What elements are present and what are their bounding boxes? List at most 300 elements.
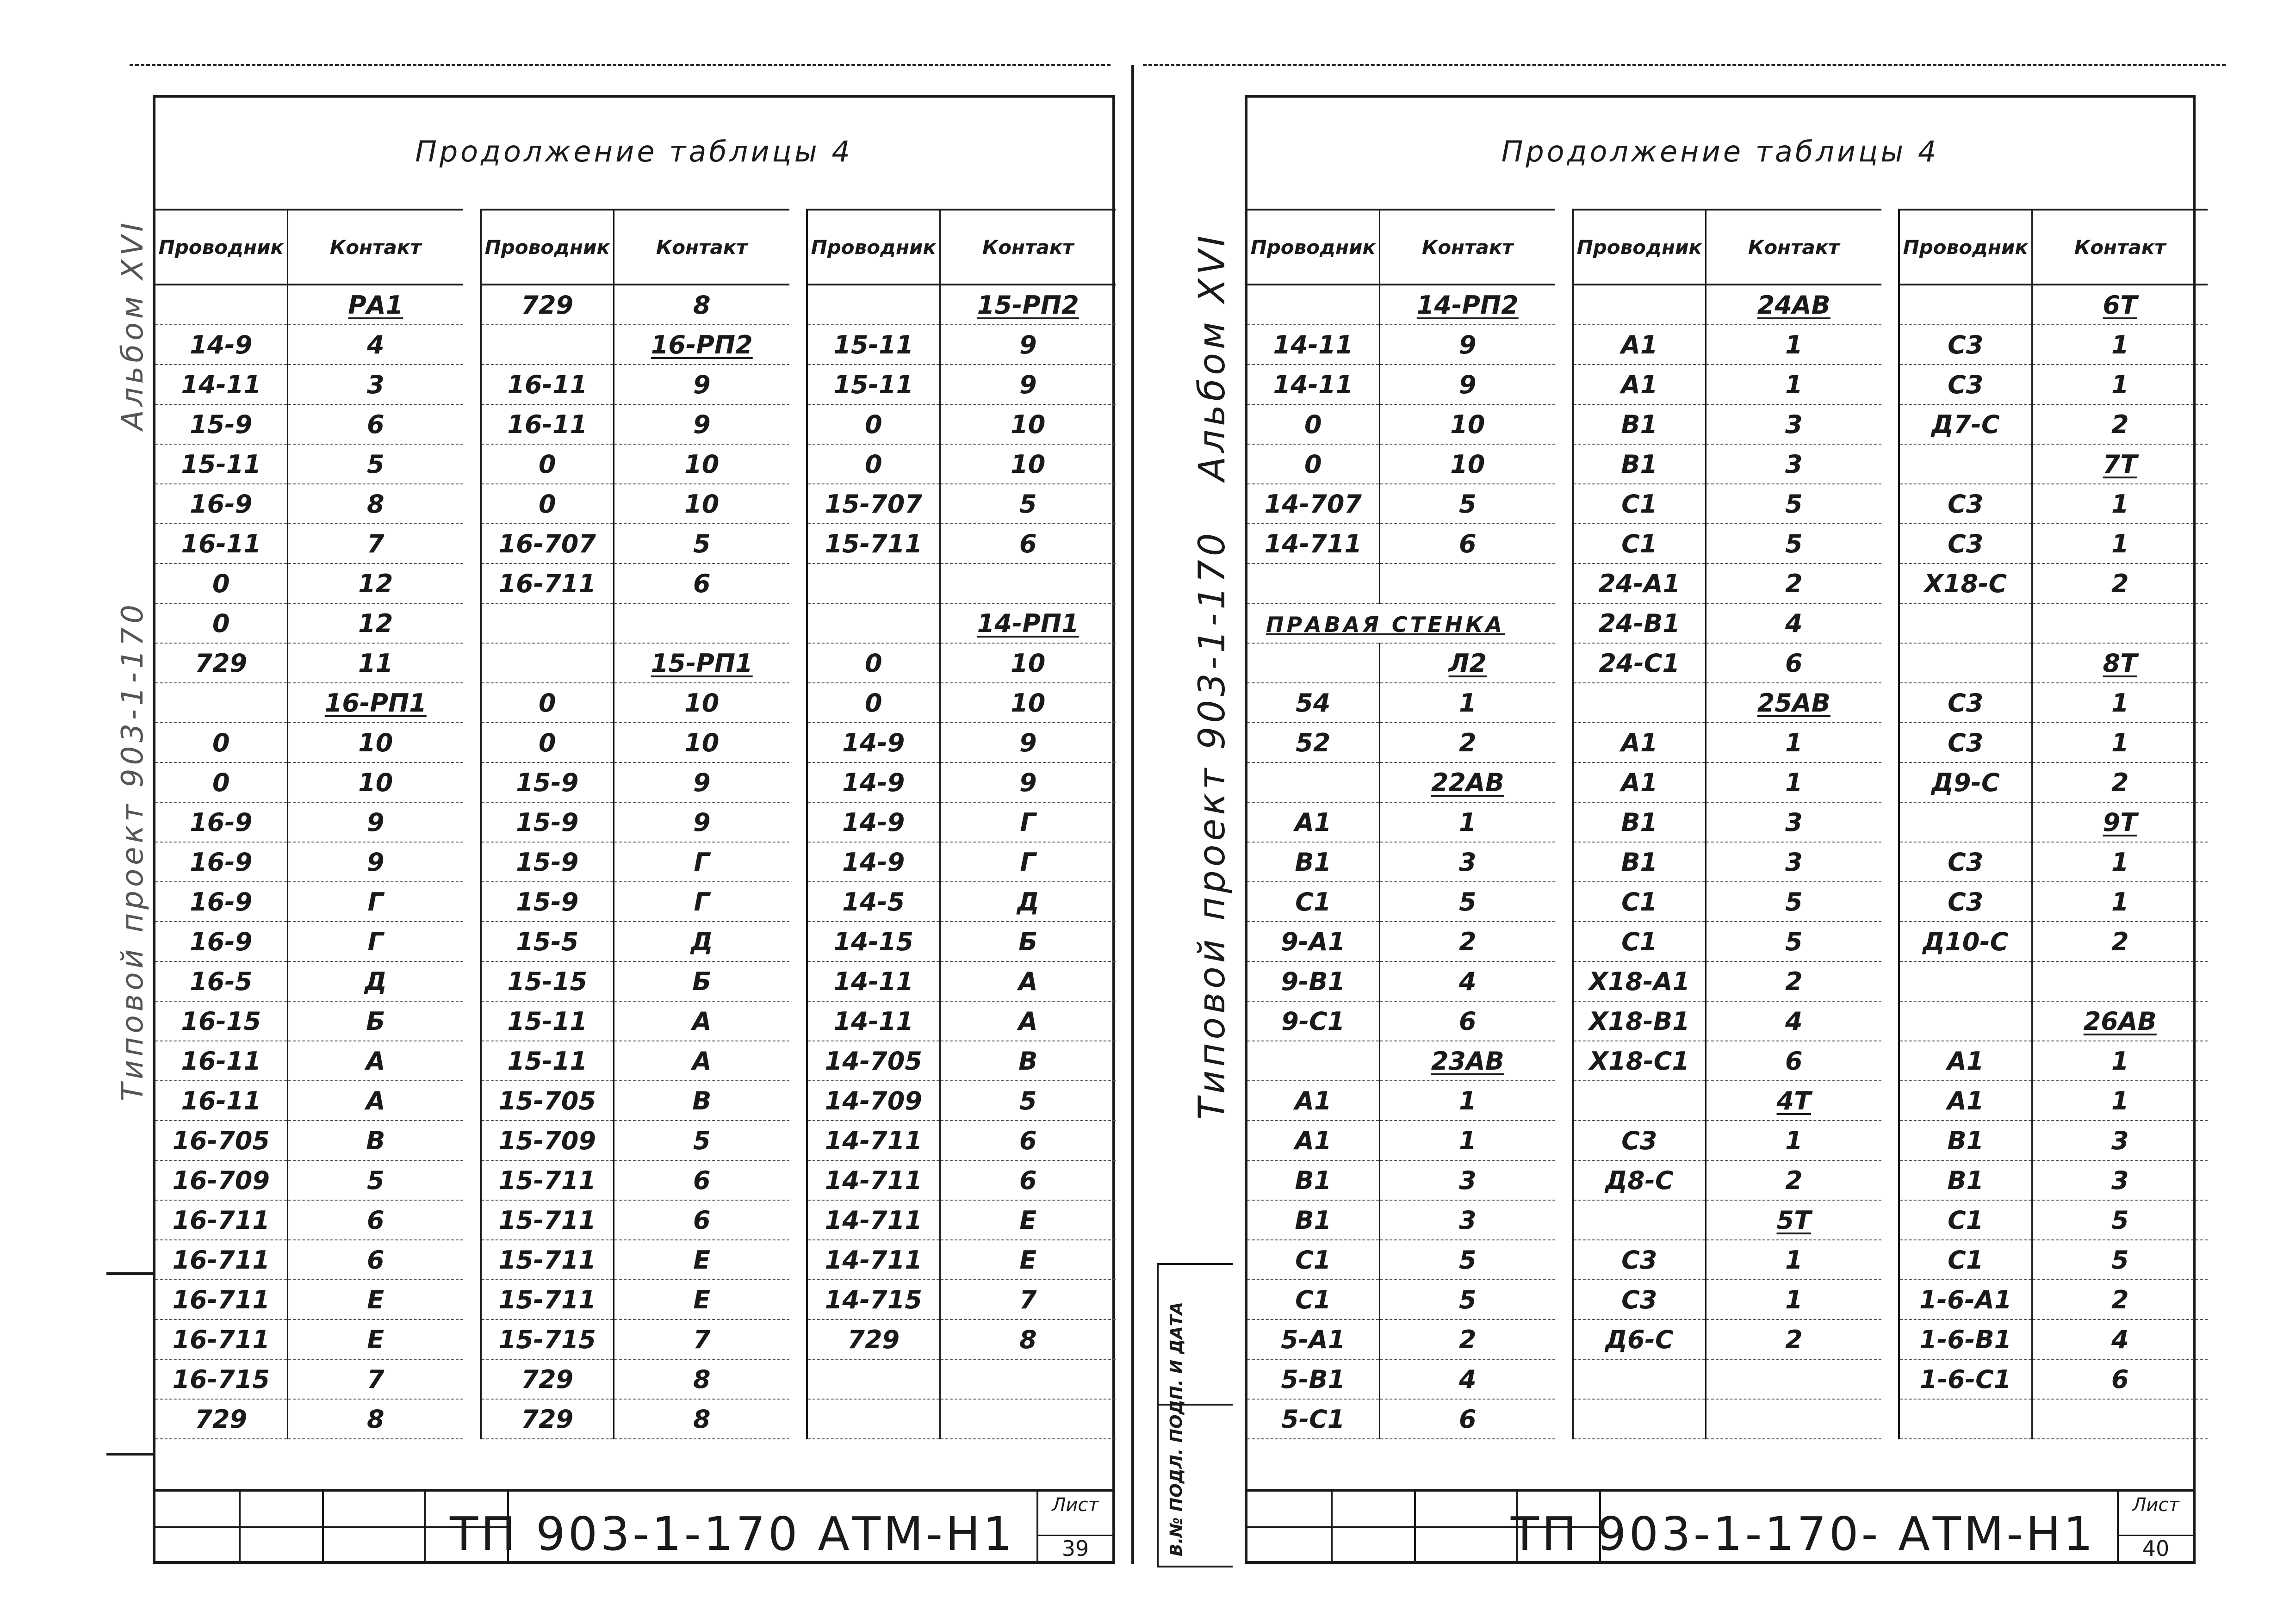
contact-cell: 6: [940, 1160, 1116, 1200]
contact-cell: В: [940, 1041, 1116, 1081]
conductor-cell: 14-9: [808, 762, 940, 802]
conductor-cell: 0: [155, 603, 287, 643]
contact-cell: 6: [1379, 1399, 1555, 1439]
conductor-cell: [1574, 1081, 1706, 1121]
contact-cell: 10: [614, 444, 789, 484]
table-row: [482, 882, 789, 922]
table-row: [1900, 842, 2208, 882]
contact-cell: 10: [614, 683, 789, 723]
contact-cell: 8: [287, 1399, 463, 1439]
table-row: [1900, 1041, 2208, 1081]
conductor-cell: 0: [808, 643, 940, 683]
conductor-cell: 9-А1: [1247, 922, 1379, 961]
conductor-cell: 14-707: [1247, 484, 1379, 524]
table-row: [155, 285, 463, 325]
contact-cell: Б: [287, 1001, 463, 1041]
conductor-cell: В1: [1900, 1160, 2032, 1200]
table-row: [1574, 1121, 1881, 1160]
conductor-cell: 0: [1247, 404, 1379, 444]
table-row: [1247, 404, 1555, 444]
conductor-cell: 15-11: [482, 1001, 614, 1041]
conductor-cell: 14-11: [808, 961, 940, 1001]
contact-cell: 12: [287, 564, 463, 603]
contact-cell: 2: [2032, 1280, 2208, 1319]
conductor-cell: [482, 325, 614, 365]
table-row: [155, 1081, 463, 1121]
conductor-cell: 16-9: [155, 802, 287, 842]
conductor-cell: [808, 564, 940, 603]
table-row: [155, 484, 463, 524]
table-row: [808, 325, 1116, 365]
table-row: [155, 444, 463, 484]
conductor-cell: 15-9: [155, 404, 287, 444]
contact-cell: 5: [1379, 484, 1555, 524]
contact-cell: [940, 564, 1116, 603]
conductor-cell: 16-5: [155, 961, 287, 1001]
conductor-cell: 0: [482, 683, 614, 723]
table-row: [482, 802, 789, 842]
contact-cell: 1: [1706, 365, 1881, 404]
conductor-cell: 16-707: [482, 524, 614, 564]
contact-cell: 4: [1379, 1359, 1555, 1399]
conductor-cell: 5-А1: [1247, 1319, 1379, 1359]
header-conductor: Проводник: [155, 210, 287, 285]
conductor-cell: 16-709: [155, 1160, 287, 1200]
table-row: [1247, 1041, 1555, 1081]
conductor-cell: С1: [1574, 524, 1706, 564]
device-heading: 26АВ: [2032, 1001, 2208, 1041]
table-block: [1898, 209, 2208, 1439]
table-row: [482, 325, 789, 365]
conductor-cell: А1: [1574, 723, 1706, 762]
table-row: [808, 404, 1116, 444]
table-row: [808, 603, 1116, 643]
contact-cell: 1: [1706, 723, 1881, 762]
contact-cell: [1706, 1359, 1881, 1399]
signature-strip: [1157, 1263, 1233, 1567]
table-row: [1247, 961, 1555, 1001]
contact-cell: 4: [1706, 1001, 1881, 1041]
table-row: [1900, 1001, 2208, 1041]
conductor-cell: 15-705: [482, 1081, 614, 1121]
contact-cell: Г: [940, 842, 1116, 882]
table-row: [155, 922, 463, 961]
conductor-cell: 14-705: [808, 1041, 940, 1081]
table-row: [1574, 1319, 1881, 1359]
table-row: [1900, 762, 2208, 802]
contact-cell: 9: [1379, 325, 1555, 365]
conductor-cell: 15-711: [482, 1160, 614, 1200]
table-row: [482, 643, 789, 683]
conductor-cell: В1: [1574, 802, 1706, 842]
conductor-cell: 14-9: [808, 802, 940, 842]
contact-cell: А: [940, 961, 1116, 1001]
conductor-cell: А1: [1247, 802, 1379, 842]
table-row: [1247, 683, 1555, 723]
conductor-cell: 15-711: [482, 1280, 614, 1319]
table-row: [155, 365, 463, 404]
sheet-right: [1245, 95, 2196, 1564]
table-row: [1900, 444, 2208, 484]
table-row: [1900, 961, 2208, 1001]
table-row: [1574, 802, 1881, 842]
table-row: [1574, 1240, 1881, 1280]
contact-cell: 3: [1706, 842, 1881, 882]
side-project-label-left: Типовой проект 903-1-170: [116, 601, 150, 1101]
table-row: [1900, 922, 2208, 961]
table-row: [1574, 1359, 1881, 1399]
conductor-cell: 14-711: [1247, 524, 1379, 564]
conductor-cell: 14-711: [808, 1121, 940, 1160]
contact-cell: 1: [1706, 325, 1881, 365]
conductor-cell: 16-11: [482, 404, 614, 444]
contact-cell: Е: [614, 1240, 789, 1280]
conductor-cell: 15-11: [155, 444, 287, 484]
contact-cell: 1: [2032, 365, 2208, 404]
conductor-cell: 15-707: [808, 484, 940, 524]
conductor-cell: С3: [1900, 842, 2032, 882]
table-row: [1247, 882, 1555, 922]
table-row: [1900, 564, 2208, 603]
conductor-cell: 16-9: [155, 842, 287, 882]
contact-cell: 4: [2032, 1319, 2208, 1359]
contact-cell: 10: [287, 723, 463, 762]
table-row: [808, 564, 1116, 603]
contact-cell: 3: [1706, 404, 1881, 444]
contact-cell: 5: [2032, 1200, 2208, 1240]
table-row: [1574, 285, 1881, 325]
device-heading: 9Т: [2032, 802, 2208, 842]
table-row: [808, 1399, 1116, 1439]
contact-cell: Б: [614, 961, 789, 1001]
conductor-cell: 16-9: [155, 922, 287, 961]
table-row: [155, 1399, 463, 1439]
contact-cell: 2: [1706, 1319, 1881, 1359]
contact-cell: [1706, 1399, 1881, 1439]
contact-cell: 2: [1379, 922, 1555, 961]
conductor-cell: 15-11: [808, 325, 940, 365]
conductor-cell: В1: [1247, 1160, 1379, 1200]
conductor-cell: В1: [1574, 444, 1706, 484]
contact-cell: Е: [287, 1319, 463, 1359]
contact-cell: В: [614, 1081, 789, 1121]
table-row: [1900, 524, 2208, 564]
document-code-left: ТП 903-1-170 АТМ-Н1: [449, 1507, 1015, 1561]
device-heading: 23АВ: [1379, 1041, 1555, 1081]
header-contact: Контакт: [1379, 210, 1555, 285]
conductor-cell: 52: [1247, 723, 1379, 762]
conductor-cell: [155, 683, 287, 723]
conductor-cell: 729: [482, 1399, 614, 1439]
conductor-cell: А1: [1574, 325, 1706, 365]
header-conductor: Проводник: [482, 210, 614, 285]
conductor-cell: [1900, 802, 2032, 842]
conductor-cell: [808, 1399, 940, 1439]
conductor-cell: 16-9: [155, 484, 287, 524]
table-row: [1574, 643, 1881, 683]
table-row: [482, 683, 789, 723]
contact-cell: 9: [614, 762, 789, 802]
conductor-cell: С3: [1574, 1121, 1706, 1160]
conductor-cell: 16-711: [155, 1240, 287, 1280]
contact-cell: 6: [1706, 643, 1881, 683]
conductor-cell: 14-711: [808, 1200, 940, 1240]
contact-cell: 1: [2032, 723, 2208, 762]
table-row: [1574, 524, 1881, 564]
conductor-cell: 15-11: [482, 1041, 614, 1081]
sheet-number-box-right: [2117, 1492, 2193, 1561]
header-conductor: Проводник: [1247, 210, 1379, 285]
table-row: [482, 444, 789, 484]
contact-cell: 10: [1379, 404, 1555, 444]
contact-cell: 12: [287, 603, 463, 643]
contact-cell: Г: [940, 802, 1116, 842]
table-row: [1900, 1121, 2208, 1160]
conductor-cell: С1: [1247, 1240, 1379, 1280]
contact-cell: Г: [614, 882, 789, 922]
table-row: [1900, 325, 2208, 365]
contact-cell: 5: [1706, 524, 1881, 564]
table-row: [1247, 1319, 1555, 1359]
table-row: [1247, 1240, 1555, 1280]
header-contact: Контакт: [614, 210, 789, 285]
conductor-cell: 15-9: [482, 842, 614, 882]
table-row: [482, 1200, 789, 1240]
table-row: [482, 484, 789, 524]
table-row: [155, 762, 463, 802]
contact-cell: 4: [1379, 961, 1555, 1001]
table-row: [1247, 603, 1555, 643]
contact-cell: 3: [1379, 842, 1555, 882]
table-row: [155, 643, 463, 683]
conductor-cell: 9-С1: [1247, 1001, 1379, 1041]
table-row: [1900, 365, 2208, 404]
conductor-cell: Х18-В1: [1574, 1001, 1706, 1041]
table-row: [482, 1240, 789, 1280]
contact-cell: Е: [614, 1280, 789, 1319]
conductor-cell: 14-11: [155, 365, 287, 404]
table-block: [480, 209, 789, 1439]
table-row: [1574, 961, 1881, 1001]
table-row: [1247, 285, 1555, 325]
device-heading: 7Т: [2032, 444, 2208, 484]
contact-cell: А: [614, 1041, 789, 1081]
contact-cell: 6: [1379, 524, 1555, 564]
contact-cell: 2: [1379, 1319, 1555, 1359]
contact-cell: 10: [614, 484, 789, 524]
conductor-cell: 0: [155, 723, 287, 762]
table-row: [1574, 1200, 1881, 1240]
conductor-cell: 16-9: [155, 882, 287, 922]
table-row: [808, 524, 1116, 564]
table-row: [1247, 1001, 1555, 1041]
contact-cell: 6: [614, 1200, 789, 1240]
conductor-cell: [1247, 1041, 1379, 1081]
conductor-cell: 1-6-А1: [1900, 1280, 2032, 1319]
table-row: [155, 723, 463, 762]
conductor-cell: С1: [1574, 882, 1706, 922]
table-row: [482, 961, 789, 1001]
table-row: [155, 1121, 463, 1160]
conductor-cell: [1900, 603, 2032, 643]
conductor-cell: 5-С1: [1247, 1399, 1379, 1439]
header-contact: Контакт: [2032, 210, 2208, 285]
table-row: [1247, 723, 1555, 762]
contact-cell: 5: [940, 484, 1116, 524]
contact-cell: 10: [614, 723, 789, 762]
conductor-cell: 16-711: [155, 1200, 287, 1240]
table-title-right: Продолжение таблицы 4: [1501, 135, 1939, 168]
conductor-cell: Д9-С: [1900, 762, 2032, 802]
table-row: [808, 1319, 1116, 1359]
table-row: [482, 1121, 789, 1160]
conductor-cell: А1: [1574, 365, 1706, 404]
table-row: [808, 1240, 1116, 1280]
contact-cell: Д: [614, 922, 789, 961]
contact-cell: 1: [2032, 882, 2208, 922]
table-row: [155, 1200, 463, 1240]
contact-cell: 5: [940, 1081, 1116, 1121]
contact-cell: 5: [1379, 882, 1555, 922]
contact-cell: 10: [940, 404, 1116, 444]
conductor-cell: 0: [482, 723, 614, 762]
conductor-cell: [1900, 1001, 2032, 1041]
conductor-cell: С1: [1247, 882, 1379, 922]
contact-cell: 1: [1379, 802, 1555, 842]
table-row: [1574, 723, 1881, 762]
header-conductor: Проводник: [1900, 210, 2032, 285]
table-row: [155, 1319, 463, 1359]
conductor-cell: 729: [808, 1319, 940, 1359]
contact-cell: 4: [287, 325, 463, 365]
contact-cell: 5: [1379, 1240, 1555, 1280]
conductor-cell: 54: [1247, 683, 1379, 723]
conductor-cell: Д10-С: [1900, 922, 2032, 961]
table-row: [482, 1280, 789, 1319]
contact-cell: 5: [1706, 882, 1881, 922]
conductor-cell: Д6-С: [1574, 1319, 1706, 1359]
conductor-cell: [1247, 643, 1379, 683]
table-row: [808, 365, 1116, 404]
table-row: [1900, 723, 2208, 762]
conductor-cell: 14-5: [808, 882, 940, 922]
conductor-cell: 15-9: [482, 802, 614, 842]
conductor-cell: В1: [1900, 1121, 2032, 1160]
table-row: [482, 603, 789, 643]
conductor-cell: Х18-С1: [1574, 1041, 1706, 1081]
contact-cell: Г: [287, 922, 463, 961]
conductor-cell: 14-9: [155, 325, 287, 365]
conductor-cell: [1574, 1359, 1706, 1399]
conductor-cell: 729: [482, 285, 614, 325]
contact-cell: 5: [1379, 1280, 1555, 1319]
contact-cell: [2032, 961, 2208, 1001]
conductor-cell: 16-711: [155, 1280, 287, 1319]
table-row: [155, 1041, 463, 1081]
table-row: [1247, 1081, 1555, 1121]
sheet-divider: [1131, 65, 1134, 1564]
header-conductor: Проводник: [808, 210, 940, 285]
table-row: [1247, 365, 1555, 404]
sheet-number: 39: [1038, 1535, 1112, 1561]
contact-cell: 10: [1379, 444, 1555, 484]
contact-cell: 2: [2032, 922, 2208, 961]
table-row: [1574, 444, 1881, 484]
table-row: [1574, 1041, 1881, 1081]
contact-cell: 3: [287, 365, 463, 404]
contact-cell: 2: [2032, 404, 2208, 444]
contact-cell: [940, 1359, 1116, 1399]
table-row: [1247, 922, 1555, 961]
conductor-cell: 729: [155, 1399, 287, 1439]
table-row: [808, 444, 1116, 484]
table-row: [808, 484, 1116, 524]
table-row: [155, 524, 463, 564]
conductor-cell: С3: [1574, 1240, 1706, 1280]
device-heading: 4Т: [1706, 1081, 1881, 1121]
device-heading: 24АВ: [1706, 285, 1881, 325]
conductor-cell: С3: [1900, 325, 2032, 365]
conductor-cell: [482, 603, 614, 643]
contact-cell: 5: [287, 1160, 463, 1200]
conductor-cell: Х18-А1: [1574, 961, 1706, 1001]
table-row: [482, 762, 789, 802]
contact-cell: 6: [1379, 1001, 1555, 1041]
conductor-cell: С3: [1900, 365, 2032, 404]
contact-cell: 9: [940, 325, 1116, 365]
contact-cell: 6: [940, 1121, 1116, 1160]
table-row: [482, 365, 789, 404]
table-row: [1247, 643, 1555, 683]
table-row: [482, 1359, 789, 1399]
device-heading: 15-РП1: [614, 643, 789, 683]
contact-cell: 2: [1706, 961, 1881, 1001]
conductor-cell: С3: [1574, 1280, 1706, 1319]
contact-cell: Б: [940, 922, 1116, 961]
table-row: [808, 1041, 1116, 1081]
contact-cell: [940, 1399, 1116, 1439]
conductor-cell: 15-5: [482, 922, 614, 961]
table-row: [155, 564, 463, 603]
conductor-cell: С1: [1900, 1240, 2032, 1280]
conductor-cell: С3: [1900, 882, 2032, 922]
header-conductor: Проводник: [1574, 210, 1706, 285]
table-row: [155, 1240, 463, 1280]
contact-cell: [614, 603, 789, 643]
conductor-cell: 0: [482, 484, 614, 524]
contact-cell: 5: [1706, 922, 1881, 961]
contact-cell: 1: [2032, 484, 2208, 524]
table-row: [1247, 802, 1555, 842]
table-row: [808, 922, 1116, 961]
contact-cell: 5: [2032, 1240, 2208, 1280]
contact-cell: [2032, 603, 2208, 643]
conductor-cell: С1: [1247, 1280, 1379, 1319]
table-row: [808, 285, 1116, 325]
conductor-cell: 15-715: [482, 1319, 614, 1359]
table-row: [1247, 842, 1555, 882]
contact-cell: 8: [940, 1319, 1116, 1359]
conductor-cell: 15-15: [482, 961, 614, 1001]
conductor-cell: В1: [1574, 842, 1706, 882]
table-row: [1247, 1280, 1555, 1319]
side-project-label-right: Типовой проект 903-1-170: [1191, 529, 1233, 1120]
device-heading: 8Т: [2032, 643, 2208, 683]
table-row: [1900, 882, 2208, 922]
table-row: [1574, 404, 1881, 444]
conductor-cell: 729: [155, 643, 287, 683]
conductor-cell: 1-6-В1: [1900, 1319, 2032, 1359]
